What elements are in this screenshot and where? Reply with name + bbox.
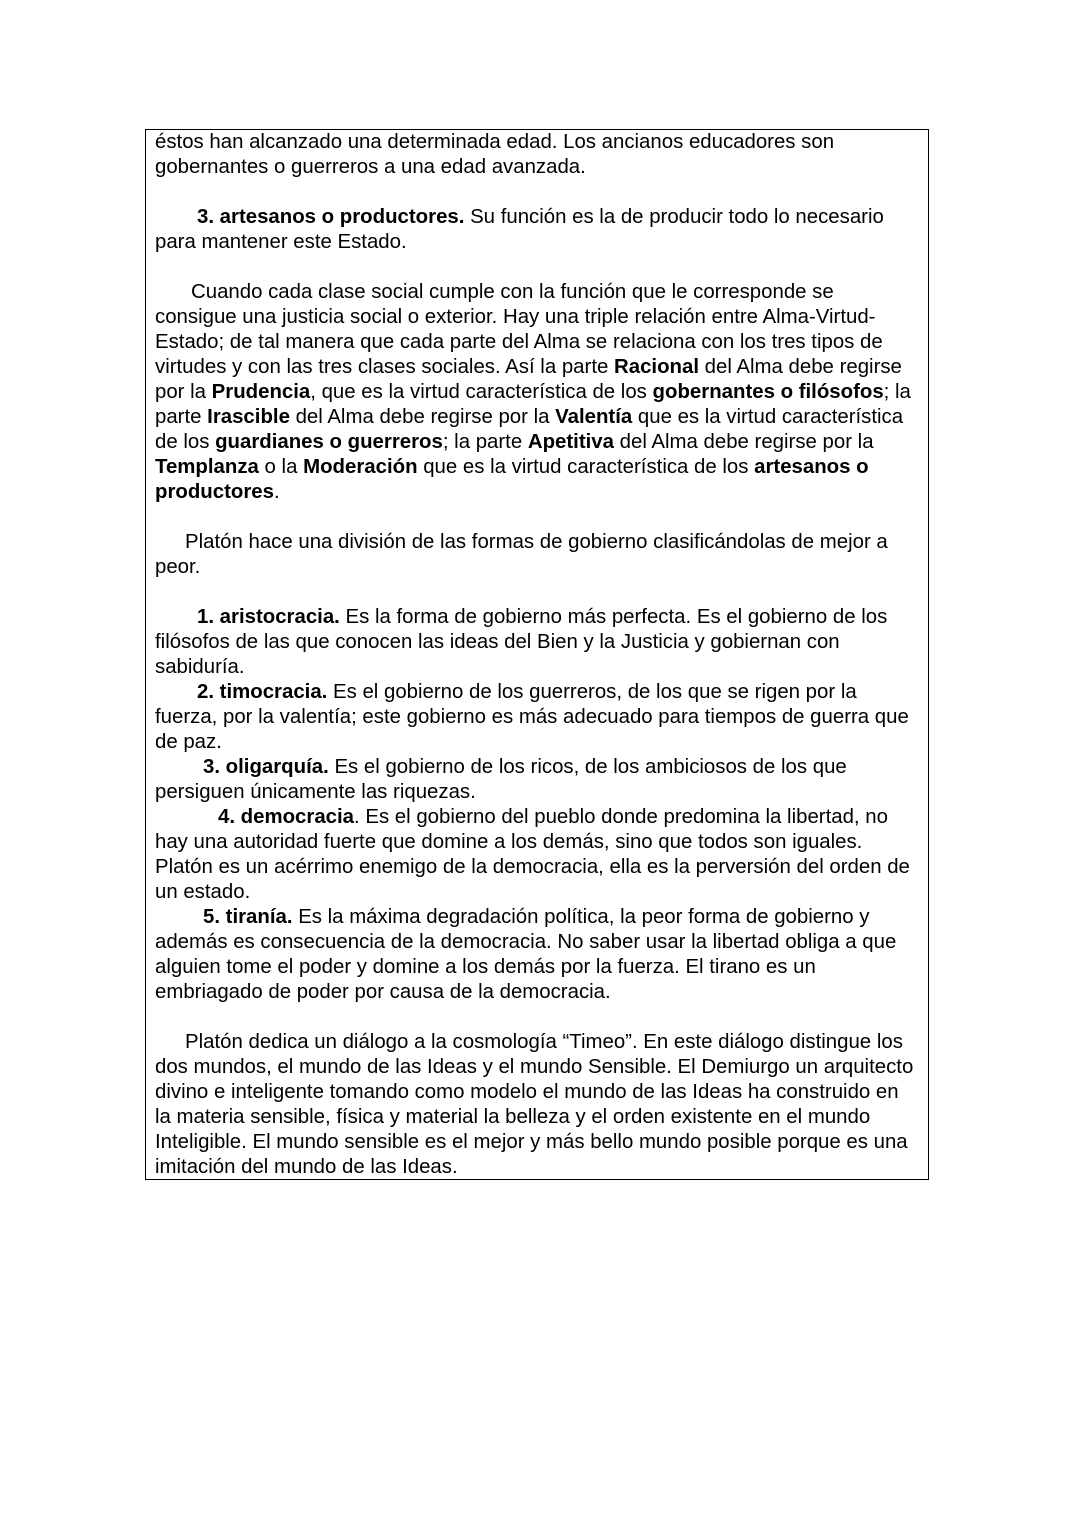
label-artesanos: 3. artesanos o productores. [197, 206, 465, 228]
term-irascible: Irascible [207, 406, 290, 428]
government-label: 5. tiranía. [203, 906, 293, 928]
text-artesanos: Su función es la de producir todo lo necesario para mantener este Estado. [155, 206, 884, 253]
paragraph-timeo: Platón dedica un diálogo a la cosmología “Timeo”. En este diálogo distingue los dos mundos, el mundo de las Ideas y el mundo Sensible. El Demiurgo un arquitecto divino e inteligente tomando como modelo el mundo de las Ideas ha construido en la materia sensible, física y material la belleza y el orden existente en el mundo Inteligible. El mundo sensible es el mejor y más bello mundo posible porque es una imitación del mundo de las Ideas. [155, 1031, 914, 1178]
paragraph-artesanos [155, 205, 920, 255]
government-text: Es la máxima degradación política, la peor forma de gobierno y además es consecuencia de la democracia. No saber usar la libertad obliga a que alguien tome el poder y domine a los demás por la fuerza. El tirano es un embriagado de poder por causa de la democracia. [155, 906, 897, 1003]
government-label: 4. democracia [218, 806, 355, 828]
paragraph-justicia [155, 280, 920, 505]
term-valentia: Valentía [555, 406, 633, 428]
term-moderacion: Moderación [303, 456, 418, 478]
government-item-democracia [155, 805, 920, 905]
government-item-timocracia [155, 680, 920, 755]
spacer [155, 580, 920, 605]
government-text: Es el gobierno de los guerreros, de los que se rigen por la fuerza, por la valentía; este gobierno es más adecuado para tiempos de guerra que de paz. [155, 681, 909, 753]
term-prudencia: Prudencia [211, 381, 311, 403]
term-apetitiva: Apetitiva [527, 431, 614, 453]
spacer [155, 505, 920, 530]
justicia-text-6: que es la virtud característica de los [155, 406, 904, 453]
spacer [155, 255, 920, 280]
term-templanza: Templanza [155, 456, 259, 478]
justicia-text-9: o la [258, 456, 304, 478]
government-text: Es el gobierno de los ricos, de los ambiciosos de los que persiguen únicamente las riquezas. [155, 756, 847, 803]
government-item-oligarquia [155, 755, 920, 805]
paragraph-division: Platón hace una división de las formas de gobierno clasificándolas de mejor a peor. [155, 531, 888, 578]
government-text: . Es el gobierno del pueblo donde predomina la libertad, no hay una autoridad fuerte que domine a los demás, sino que todos son iguales. Platón es un acérrimo enemigo de la democracia, ella es la perversión del orden de un estado. [155, 806, 910, 903]
paragraph-ancianos: éstos han alcanzado una determinada edad. Los ancianos educadores son gobernantes o guerreros a una edad avanzada. [155, 131, 835, 178]
government-label: 1. aristocracia. [197, 606, 340, 628]
government-label: 3. oligarquía. [203, 756, 329, 778]
justicia-text-3: , que es la virtud característica de los [310, 381, 653, 403]
justicia-text-11: . [273, 481, 280, 503]
justicia-text-5: del Alma debe regirse por la [289, 406, 556, 428]
spacer [155, 180, 920, 205]
term-racional: Racional [614, 356, 699, 378]
term-gobernantes: gobernantes o filósofos [652, 381, 884, 403]
justicia-text-4: ; la parte [155, 381, 911, 428]
government-item-tirania [155, 905, 920, 1005]
term-artesanos: artesanos o productores [155, 456, 869, 503]
justicia-text-10: que es la virtud característica de los [417, 456, 755, 478]
government-item-aristocracia [155, 605, 920, 680]
spacer [155, 1005, 920, 1030]
justicia-text-2: del Alma debe regirse por la [155, 356, 902, 403]
justicia-text-1: Cuando cada clase social cumple con la función que le corresponde se consigue una justicia social o exterior. Hay una triple relación entre Alma-Virtud- Estado; de tal manera que cada parte del Alma se relaciona con los tres tipos de virtudes y con las tres clases sociales. Así la parte [155, 281, 883, 378]
text-frame [145, 129, 929, 1180]
government-text: Es la forma de gobierno más perfecta. Es el gobierno de los filósofos de las que conocen las ideas del Bien y la Justicia y gobiernan con sabiduría. [155, 606, 888, 678]
term-guardianes: guardianes o guerreros [215, 431, 443, 453]
government-label: 2. timocracia. [197, 681, 328, 703]
justicia-text-8: del Alma debe regirse por la [613, 431, 874, 453]
justicia-text-7: ; la parte [442, 431, 528, 453]
